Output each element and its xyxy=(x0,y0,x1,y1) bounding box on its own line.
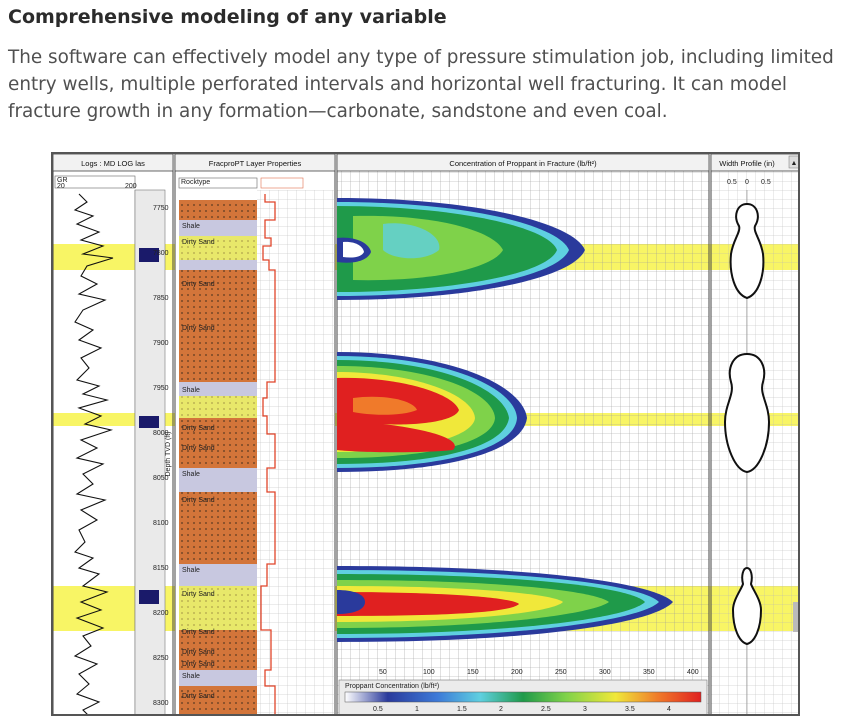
layer-label-4: Dirty Sand xyxy=(182,325,215,332)
depth-tick-7800: 7800 xyxy=(153,250,169,257)
layer-label-15: Shale xyxy=(182,673,200,680)
layer-properties-panel xyxy=(175,154,335,716)
width-profile-2 xyxy=(725,354,769,472)
layers-title: FracproPT Layer Properties xyxy=(208,159,302,168)
length-tick-350: 350 xyxy=(643,669,655,676)
fracture-model-figure-svg xyxy=(53,154,800,716)
gr-label: GR xyxy=(57,177,68,184)
description-line-1: The software can effectively model any type of pressure stimulation job, including limited xyxy=(8,47,834,68)
depth-tick-8200: 8200 xyxy=(153,610,169,617)
length-tick-200: 200 xyxy=(511,669,523,676)
length-tick-150: 150 xyxy=(467,669,479,676)
width-profile-panel xyxy=(711,154,800,716)
layer-label-8: Shale xyxy=(182,471,200,478)
width-tick-center: 0 xyxy=(745,179,749,186)
scrollbar-thumb[interactable] xyxy=(793,602,799,632)
layer-label-12: Dirty Sand xyxy=(182,629,215,636)
lithology-column xyxy=(179,200,257,716)
layer-label-7: Dirty Sand xyxy=(182,445,215,452)
legend-tick-2: 2 xyxy=(499,706,503,713)
layer-label-13: Dirty Sand xyxy=(182,649,215,656)
depth-tick-7950: 7950 xyxy=(153,385,169,392)
depth-tick-8250: 8250 xyxy=(153,655,169,662)
layer-label-1: Shale xyxy=(182,223,200,230)
legend-title: Proppant Concentration (lb/ft²) xyxy=(345,683,440,690)
concentration-legend xyxy=(339,680,707,716)
layer-label-5: Shale xyxy=(182,387,200,394)
description-line-2: entry wells, multiple perforated intervals and horizontal well fracturing. It can model xyxy=(8,74,787,95)
layer-label-10: Shale xyxy=(182,567,200,574)
perforation-marker-2 xyxy=(139,416,159,428)
layer-label-14: Dirty Sand xyxy=(182,661,215,668)
rocktype-label: Rocktype xyxy=(181,179,211,186)
layer-label-2: Dirty Sand xyxy=(182,239,215,246)
layer-label-9: Dirty Sand xyxy=(182,497,215,504)
legend-color-bar xyxy=(345,692,701,702)
width-tick-right: 0.5 xyxy=(761,179,771,186)
layer-label-6: Dirty Sand xyxy=(182,425,215,432)
depth-tick-8150: 8150 xyxy=(153,565,169,572)
legend-tick-3: 3 xyxy=(583,706,587,713)
section-description xyxy=(8,44,848,125)
layer-label-3: Dirty Sand xyxy=(182,281,215,288)
depth-tick-8100: 8100 xyxy=(153,520,169,527)
section-heading: Comprehensive modeling of any variable xyxy=(8,6,447,28)
length-tick-400: 400 xyxy=(687,669,699,676)
proppant-concentration-panel xyxy=(337,154,709,716)
depth-tick-7750: 7750 xyxy=(153,205,169,212)
fracture-model-figure xyxy=(51,152,800,716)
depth-axis-label: Depth TVD (ft) xyxy=(165,431,172,477)
width-profile-1 xyxy=(731,204,764,298)
gr-min: 20 xyxy=(57,183,65,190)
legend-tick-4: 4 xyxy=(667,706,671,713)
concentration-title: Concentration of Proppant in Fracture (lb/ft²) xyxy=(449,159,597,168)
length-tick-50: 50 xyxy=(379,669,387,676)
layer-label-16: Dirty Sand xyxy=(182,693,215,700)
depth-tick-8300: 8300 xyxy=(153,700,169,707)
perforation-marker-3 xyxy=(139,590,159,604)
description-line-3: fracture growth in any formation—carbonate, sandstone and even coal. xyxy=(8,101,668,122)
gr-max: 200 xyxy=(125,183,137,190)
legend-tick-1.5: 1.5 xyxy=(457,706,467,713)
legend-tick-3.5: 3.5 xyxy=(625,706,635,713)
legend-tick-2.5: 2.5 xyxy=(541,706,551,713)
depth-tick-8050: 8050 xyxy=(153,475,169,482)
scroll-up-arrow-icon: ▲ xyxy=(790,160,798,167)
depth-tick-7850: 7850 xyxy=(153,295,169,302)
depth-tick-8000: 8000 xyxy=(153,430,169,437)
legend-tick-0.5: 0.5 xyxy=(373,706,383,713)
length-tick-100: 100 xyxy=(423,669,435,676)
layer-label-11: Dirty Sand xyxy=(182,591,215,598)
length-tick-300: 300 xyxy=(599,669,611,676)
depth-tick-7900: 7900 xyxy=(153,340,169,347)
width-title: Width Profile (in) xyxy=(719,159,775,168)
legend-tick-1: 1 xyxy=(415,706,419,713)
length-tick-250: 250 xyxy=(555,669,567,676)
logs-title: Logs : MD LOG las xyxy=(81,159,145,168)
width-tick-left: 0.5 xyxy=(727,179,737,186)
